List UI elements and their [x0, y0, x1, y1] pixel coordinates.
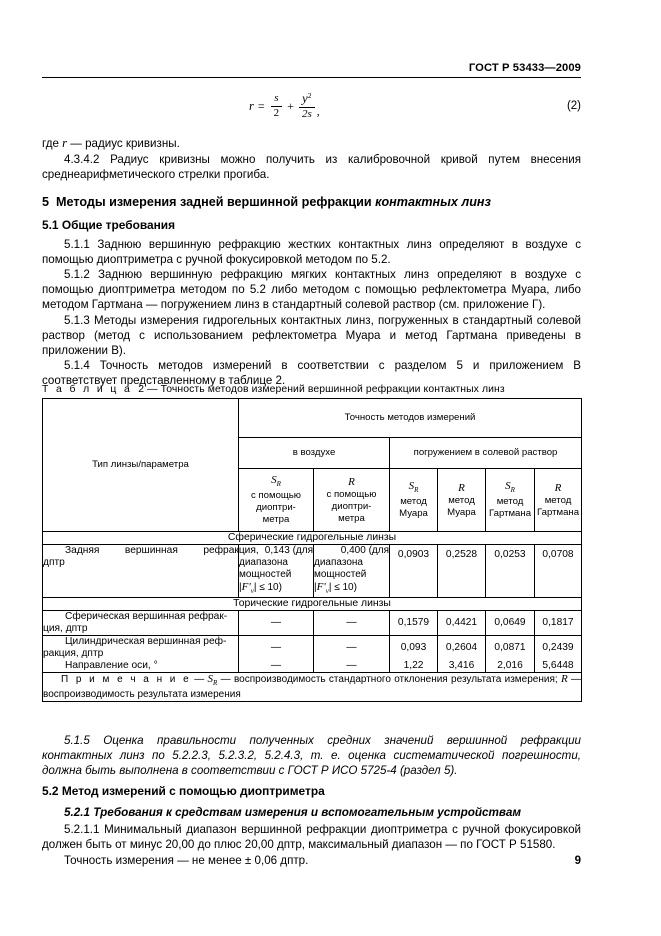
note-text-1: — воспроизводимость стандартного отклонения результата измерения; — [220, 674, 558, 686]
symbol-r: R — [554, 481, 562, 494]
table-cell-sr-hartmann-value: 0,0253 — [486, 545, 535, 598]
table-row-label-axis-direction — [43, 660, 239, 673]
paragraph-4-3-4-2-block — [42, 152, 581, 182]
paragraph-5-1-1: 5.1.1 Заднюю вершинную рефракцию жестких контактных линз определяют в воздухе с помощью диоптриметра с ручной фокусировкой методом по 5.2. — [42, 238, 581, 267]
formula-frac2-denominator: 2s — [299, 107, 315, 121]
table-subgroup-header-air: в воздухе — [239, 438, 390, 469]
formula-fraction-2 — [299, 92, 315, 121]
row-label-line1: Цилиндрическая вершинная реф- — [65, 636, 227, 648]
table-col-header-sr-dioptrimeter — [239, 469, 314, 532]
table-cell-r-moire-value: 0,2604 — [438, 636, 486, 661]
col-header-line3: Гартмана — [536, 506, 580, 518]
value-line3: мощностей — [314, 569, 367, 580]
row-label-line1: Сферическая вершинная рефрак- — [65, 611, 228, 623]
table-row — [43, 636, 582, 661]
section-5-2-heading-block — [42, 784, 581, 799]
table-cell-r-air-value — [314, 545, 390, 598]
value-line3: мощностей — [239, 569, 292, 580]
symbol-s-r: $S_R$ — [207, 673, 218, 688]
table-cell-dash: — — [314, 611, 390, 636]
section-5-2-1-heading: 5.2.1 Требования к средствам измерения и вспомогательным устройствам — [64, 806, 521, 819]
formula-2 — [249, 92, 320, 121]
symbol-r: R — [458, 481, 465, 494]
note-label: П р и м е ч а н и е — [61, 674, 191, 686]
formula-frac2-var-y: y — [302, 91, 308, 106]
paragraph-accuracy-block — [42, 853, 581, 868]
paragraph-5-1-1-block — [42, 237, 581, 267]
value-line2: диапазона — [314, 557, 363, 568]
table-cell-r-hartmann-value: 0,0708 — [535, 545, 582, 598]
row-label-w3: рефракция, — [203, 545, 259, 556]
running-header: ГОСТ Р 53433—2009 — [42, 62, 581, 78]
table-category-row-toric — [43, 598, 582, 611]
table-caption-label: Т а б л и ц а — [42, 384, 133, 395]
symbol-s-r: $S_R$ — [271, 473, 281, 489]
formula-comma: , — [316, 103, 320, 118]
table-cell-sr-moire-value: 0,093 — [390, 636, 438, 661]
formula-variable-r: r — [249, 98, 254, 113]
col-header-line3: диоптри- — [256, 502, 296, 514]
table-col-header-r-hartmann — [535, 469, 582, 532]
section-5-heading-block — [42, 194, 581, 210]
table-cell-sr-hartmann-value: 2,016 — [486, 660, 535, 673]
symbol-r: R — [560, 673, 568, 686]
table-cell-dash: — — [239, 611, 314, 636]
value-line1: 0,143 (для — [264, 545, 313, 556]
row-label-line1: Направление оси, ° — [65, 660, 158, 672]
table-note-row — [43, 673, 582, 702]
formula-equals: = — [257, 98, 265, 113]
paragraph-5-1-4: 5.1.4 Точность методов измерений в соответствии с разделом 5 и приложением В соответствует представленному в таблице 2. — [42, 359, 581, 388]
table-category-spherical: Сферические гидрогельные линзы — [43, 532, 582, 545]
section-5-number: 5 — [42, 195, 50, 209]
symbol-f-prime-v: $F'_v$ — [241, 581, 254, 596]
table-cell-r-hartmann-value: 5,6448 — [535, 660, 582, 673]
col-header-line3: диоптри- — [331, 500, 372, 512]
table-cell-sr-hartmann-value: 0,0649 — [486, 611, 535, 636]
col-header-line2: метод — [400, 496, 427, 508]
table-cell-sr-moire-value: 0,1579 — [390, 611, 438, 636]
table-cell-dash: — — [239, 636, 314, 661]
table-subgroup-header-solution: погружением в солевой раствор — [390, 438, 582, 469]
table-col-header-sr-moire — [390, 469, 438, 532]
col-header-line4: метра — [338, 512, 365, 524]
note-dash: — — [194, 674, 205, 686]
paragraph-5-1-3-block — [42, 313, 581, 359]
formula-frac1-numerator: s — [274, 92, 279, 105]
where-symbol-r: r — [62, 136, 68, 150]
col-header-line2: с помощью — [250, 490, 301, 502]
table-row — [43, 545, 582, 598]
section-5-1-heading-block — [42, 218, 581, 233]
formula-frac1-denominator: 2 — [271, 106, 283, 120]
table-cell-dash: — — [239, 660, 314, 673]
section-5-2-1-heading-block — [42, 805, 581, 820]
table-col-header-r-moire — [438, 469, 486, 532]
section-5-1-heading: 5.1 Общие требования — [42, 218, 176, 232]
col-header-line2: метод — [496, 496, 524, 508]
paragraph-5-1-5-block — [42, 733, 581, 779]
symbol-s-r: $S_R$ — [505, 479, 515, 495]
symbol-s-r: $S_R$ — [408, 479, 419, 495]
table-caption-number: 2 — [138, 384, 145, 395]
table-cell-r-moire-value: 0,4421 — [438, 611, 486, 636]
value-line4: $|F'_v| \le 10$) — [239, 581, 282, 596]
col-header-line4: метра — [262, 514, 290, 526]
paragraph-5-1-5: 5.1.5 Оценка правильности полученных средних значений вершинной рефракции контактных линз по 5.2.2.3, 5.2.3.2, 5.2.4.3, т. е. оценка систематической погрешности, должна быть выполнена в соответствии с ГОСТ Р ИСО 5725-4 (раздел 5). — [42, 734, 581, 778]
table-cell-sr-moire-value: 1,22 — [390, 660, 438, 673]
table-cell-sr-hartmann-value: 0,0871 — [486, 636, 535, 661]
col-header-line2: метод — [448, 494, 475, 506]
table-cell-dash: — — [314, 636, 390, 661]
row-label-w2: вершинная — [124, 545, 178, 556]
formula-block — [42, 90, 581, 130]
table-group-header-accuracy: Точность методов измерений — [239, 399, 582, 438]
paragraph-5-2-1-1: 5.2.1.1 Минимальный диапазон вершинной рефракции диоптриметра с ручной фокусировкой должен быть от минус 20,00 до плюс 20,00 дптр, максимальный диапазон — по ГОСТ Р 51580. — [42, 823, 581, 852]
paragraph-5-1-2-block — [42, 267, 581, 313]
where-line: где r — радиус кривизны. — [42, 136, 180, 150]
value-line4: $|F'_v| \le 10$) — [314, 581, 357, 596]
col-header-line2: метод — [544, 494, 572, 506]
col-header-line3: Гартмана — [488, 508, 532, 520]
paragraph-5-1-2: 5.1.2 Заднюю вершинную рефракцию мягких контактных линз определяют в воздухе с помощью диоптриметра методом по 5.2 либо методом с помощью рефлектометра Муара, либо методом Гартмана — погружением линз в стандартный солевой раствор (см. приложение Г). — [42, 268, 581, 312]
table-2 — [42, 398, 582, 702]
table-note — [43, 673, 582, 702]
table-cell-r-moire-value: 3,416 — [438, 660, 486, 673]
symbol-f-prime-v: $F'_v$ — [316, 581, 329, 596]
row-label-w4: дптр — [43, 557, 65, 568]
value-line2: диапазона — [239, 557, 288, 568]
section-5-heading — [42, 194, 581, 210]
table-row-label-spherical-vertex — [43, 611, 239, 636]
formula-frac2-numerator — [299, 92, 314, 107]
table-caption-dash: — — [147, 384, 158, 395]
paragraph-5-2-1-1-block — [42, 822, 581, 852]
table-row-label-cylindrical-vertex — [43, 636, 239, 661]
table-cell-r-moire-value: 0,2528 — [438, 545, 486, 598]
table-row — [43, 611, 582, 636]
formula-plus: + — [287, 98, 294, 113]
section-5-title: Методы измерения задней вершинной рефракции — [56, 195, 376, 209]
paragraph-4-3-4-2: 4.3.4.2 Радиус кривизны можно получить из калибровочной кривой путем внесения среднеарифметического стрелки прогиба. — [42, 153, 581, 182]
section-5-2-heading: 5.2 Метод измерений с помощью диоптриметра — [42, 784, 325, 798]
section-5-title-italic: контактных линз — [375, 195, 491, 209]
table-caption-text: Точность методов измерений вершинной рефракции контактных линз — [160, 384, 505, 395]
paragraph-accuracy: Точность измерения — не менее ± 0,06 дптр. — [64, 854, 309, 867]
table-cell-sr-moire-value: 0,0903 — [390, 545, 438, 598]
col-header-line3: Муара — [447, 506, 476, 518]
where-line-block — [42, 136, 581, 151]
col-header-line2: с помощью — [326, 488, 377, 500]
table-col-header-sr-hartmann — [486, 469, 535, 532]
formula-fraction-1 — [271, 93, 283, 119]
table-category-row-spherical — [43, 532, 582, 545]
table-header-row-1 — [43, 399, 582, 438]
formula-number: (2) — [566, 100, 581, 112]
row-label-line2: ция, дптр — [43, 623, 88, 635]
row-label-w1: Задняя — [65, 545, 100, 556]
table-cell-r-hartmann-value: 0,2439 — [535, 636, 582, 661]
table-row — [43, 660, 582, 673]
value-line1: 0,400 (для — [340, 545, 389, 556]
table-cell-r-hartmann-value: 0,1817 — [535, 611, 582, 636]
table-col-header-type: Тип линзы/параметра — [43, 399, 239, 532]
symbol-r: R — [348, 475, 355, 488]
table-cell-dash: — — [314, 660, 390, 673]
col-header-line3: Муара — [399, 508, 428, 520]
paragraph-5-1-3: 5.1.3 Методы измерения гидрогельных контактных линз, погруженных в стандартный солевой раствор (метод с использованием рефлектометра Муара и метод Гартмана приведены в приложении В). — [42, 314, 581, 358]
table-col-header-r-dioptrimeter — [314, 469, 390, 532]
table-2-caption — [42, 384, 505, 395]
row-label-line2: ракция, дптр — [43, 648, 104, 660]
note-text-2: — воспроизводимость результата измерения — [43, 674, 582, 701]
page-number: 9 — [574, 855, 581, 867]
table-category-toric: Торические гидрогельные линзы — [43, 598, 582, 611]
formula-frac2-exponent: 2 — [307, 91, 312, 100]
